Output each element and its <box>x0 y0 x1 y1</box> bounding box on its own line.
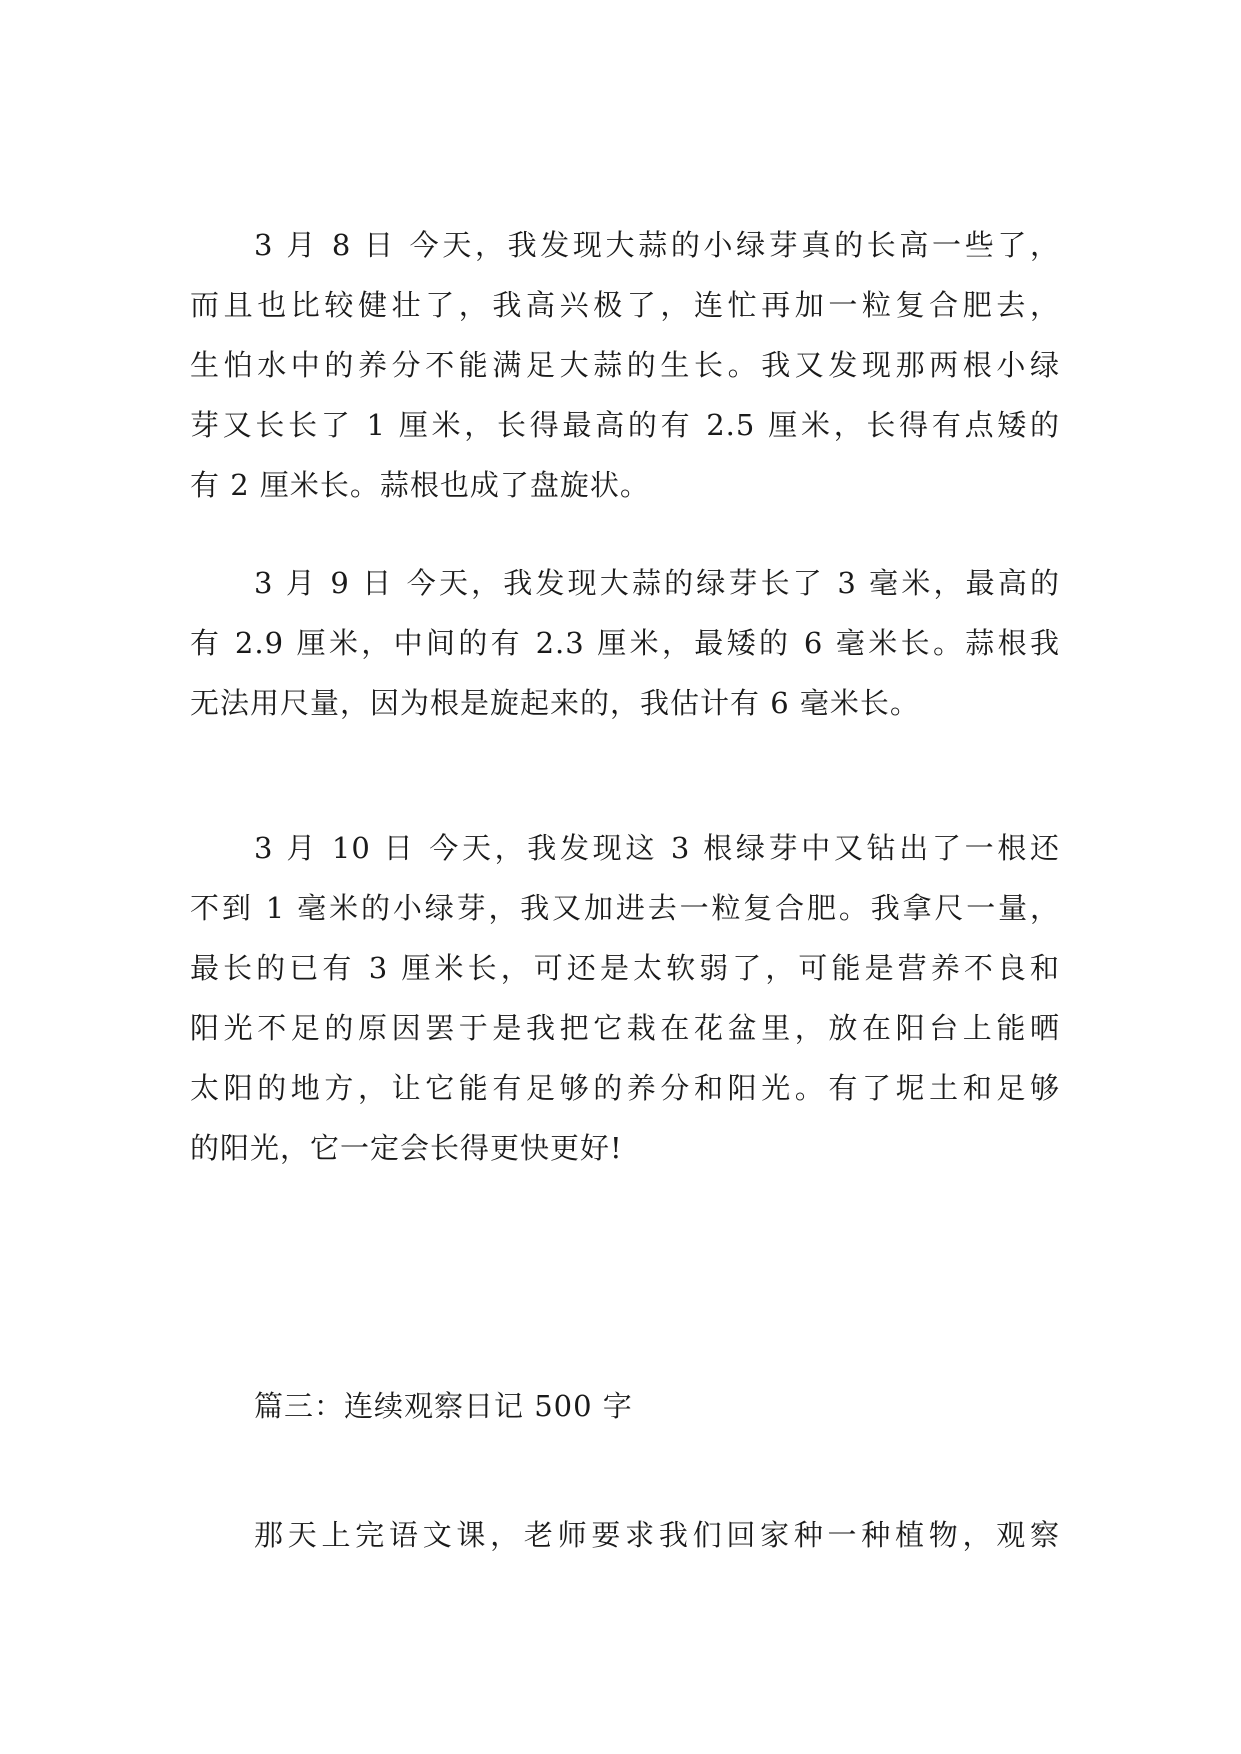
diary-entry-march-9 <box>190 553 1060 733</box>
paragraph-line: 阳光不足的原因罢于是我把它栽在花盆里，放在阳台上能晒 <box>190 1011 1060 1045</box>
final-paragraph <box>190 1505 1060 1565</box>
paragraph-line: 无法用尺量，因为根是旋起来的，我估计有 6 毫米长。 <box>190 686 920 720</box>
paragraph-line: 有 2 厘米长。蒜根也成了盘旋状。 <box>190 468 650 502</box>
paragraph-line: 最长的已有 3 厘米长，可还是太软弱了，可能是营养不良和 <box>190 951 1060 985</box>
paragraph-line: 太阳的地方，让它能有足够的养分和阳光。有了坭土和足够 <box>190 1071 1060 1105</box>
paragraph-line: 有 2.9 厘米，中间的有 2.3 厘米，最矮的 6 毫米长。蒜根我 <box>190 626 1060 660</box>
diary-entry-march-10 <box>190 818 1060 1178</box>
paragraph-line: 那天上完语文课，老师要求我们回家种一种植物，观察 <box>254 1518 1060 1552</box>
paragraph-line: 的阳光，它一定会长得更快更好! <box>190 1131 623 1165</box>
section-heading: 篇三：连续观察日记 500 字 <box>254 1389 633 1423</box>
paragraph-line: 3 月 9 日 今天，我发现大蒜的绿芽长了 3 毫米，最高的 <box>254 566 1060 600</box>
paragraph-line: 3 月 8 日 今天，我发现大蒜的小绿芽真的长高一些了， <box>254 228 1060 262</box>
paragraph-line: 3 月 10 日 今天，我发现这 3 根绿芽中又钻出了一根还 <box>254 831 1060 865</box>
paragraph-line: 生怕水中的养分不能满足大蒜的生长。我又发现那两根小绿 <box>190 348 1060 382</box>
paragraph-line: 不到 1 毫米的小绿芽，我又加进去一粒复合肥。我拿尺一量， <box>190 891 1060 925</box>
paragraph-line: 芽又长长了 1 厘米，长得最高的有 2.5 厘米，长得有点矮的 <box>190 408 1060 442</box>
paragraph-line: 而且也比较健壮了，我高兴极了，连忙再加一粒复合肥去， <box>190 288 1060 322</box>
diary-entry-march-8 <box>190 215 1060 515</box>
section-heading-block <box>190 1376 1060 1436</box>
